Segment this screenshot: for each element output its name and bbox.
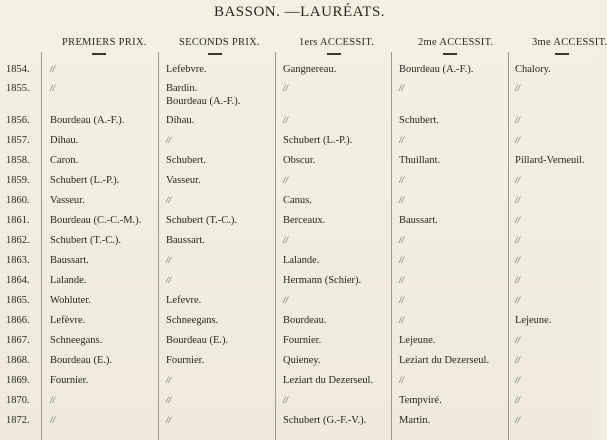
premiers-prix-cell: //	[50, 64, 56, 74]
premiers-prix-cell: Schubert (L.-P.).	[50, 175, 120, 186]
third-accessit-cell: //	[515, 355, 521, 365]
first-accessit-cell: //	[283, 395, 289, 405]
seconds-prix-cell: //	[166, 395, 172, 405]
third-accessit-cell: Chalory.	[515, 64, 551, 75]
seconds-prix-cell: Schubert.	[166, 155, 206, 166]
premiers-prix-cell: Bourdeau (C.-C.-M.).	[50, 215, 142, 226]
third-accessit-cell: //	[515, 235, 521, 245]
table-row	[0, 82, 599, 112]
first-accessit-cell: Obscur.	[283, 155, 316, 166]
year-cell: 1854.	[6, 64, 30, 75]
table-row	[0, 374, 599, 392]
second-accessit-cell: //	[399, 235, 405, 245]
header-rule	[208, 53, 222, 55]
second-accessit-cell: //	[399, 295, 405, 305]
second-accessit-cell: Leziart du Dezerseul.	[399, 355, 490, 366]
year-cell: 1872.	[6, 415, 30, 426]
first-accessit-cell: //	[283, 235, 289, 245]
second-accessit-cell: Thuillant.	[399, 155, 441, 166]
year-cell: 1859.	[6, 175, 30, 186]
second-accessit-cell: Bourdeau (A.-F.).	[399, 64, 474, 75]
table-row	[0, 63, 599, 81]
year-cell: 1867.	[6, 335, 30, 346]
seconds-prix-cell: //	[166, 135, 172, 145]
year-cell: 1869.	[6, 375, 30, 386]
seconds-prix-cell: Schneegans.	[166, 315, 219, 326]
first-accessit-cell: //	[283, 295, 289, 305]
table-row	[0, 354, 599, 372]
seconds-prix-cell: Schubert (T.-C.).	[166, 215, 237, 226]
third-accessit-cell: //	[515, 115, 521, 125]
year-cell: 1870.	[6, 395, 30, 406]
first-accessit-cell: Hermann (Schier).	[283, 275, 362, 286]
seconds-prix-cell: //	[166, 275, 172, 285]
first-accessit-cell: Bourdeau.	[283, 315, 327, 326]
second-accessit-cell: //	[399, 135, 405, 145]
first-accessit-cell: Lalande.	[283, 255, 320, 266]
first-accessit-cell: Schubert (G.-F.-V.).	[283, 415, 367, 426]
seconds-prix-cell: Baussart.	[166, 235, 205, 246]
first-accessit-cell: //	[283, 115, 289, 125]
premiers-prix-cell: Dihau.	[50, 135, 79, 146]
second-accessit-cell: //	[399, 255, 405, 265]
premiers-prix-cell: Wohluter.	[50, 295, 91, 306]
year-cell: 1862.	[6, 235, 30, 246]
second-accessit-cell: //	[399, 175, 405, 185]
header-first-accessit: 1ers ACCESSIT.	[299, 37, 375, 48]
premiers-prix-cell: Schubert (T.-C.).	[50, 235, 121, 246]
second-accessit-cell: Tempviré.	[399, 395, 442, 406]
first-accessit-cell: Berceaux.	[283, 215, 326, 226]
table-row	[0, 274, 599, 292]
header-rule	[443, 53, 457, 55]
header-rule	[327, 53, 341, 55]
year-cell: 1863.	[6, 255, 30, 266]
table-row	[0, 414, 599, 432]
second-accessit-cell: //	[399, 315, 405, 325]
seconds-prix-cell: Lefevre.	[166, 295, 202, 306]
first-accessit-cell: Canus.	[283, 195, 312, 206]
header-premiers-prix: PREMIERS PRIX.	[62, 37, 147, 48]
year-cell: 1858.	[6, 155, 30, 166]
seconds-prix-cell: Lefebvre.	[166, 64, 207, 75]
premiers-prix-cell: Caron.	[50, 155, 79, 166]
second-accessit-cell: Baussart.	[399, 215, 438, 226]
third-accessit-cell: //	[515, 215, 521, 225]
second-accessit-cell: Lejeune.	[399, 335, 436, 346]
table-row	[0, 394, 599, 412]
seconds-prix-cell: //	[166, 375, 172, 385]
first-accessit-cell: Schubert (L.-P.).	[283, 135, 353, 146]
seconds-prix-cell	[166, 82, 240, 108]
premiers-prix-cell: Baussart.	[50, 255, 89, 266]
premiers-prix-cell: Bourdeau (E.).	[50, 355, 113, 366]
premiers-prix-cell: Lalande.	[50, 275, 87, 286]
year-cell: 1857.	[6, 135, 30, 146]
premiers-prix-cell: Schneegans.	[50, 335, 103, 346]
premiers-prix-cell: //	[50, 415, 56, 425]
header-rule	[92, 53, 106, 55]
third-accessit-cell: //	[515, 375, 521, 385]
table-row	[0, 154, 599, 172]
year-cell: 1864.	[6, 275, 30, 286]
third-accessit-cell: //	[515, 415, 521, 425]
seconds-prix-cell: Dihau.	[166, 115, 195, 126]
table-row	[0, 294, 599, 312]
third-accessit-cell: //	[515, 195, 521, 205]
third-accessit-cell: //	[515, 175, 521, 185]
second-accessit-cell: Schubert.	[399, 115, 439, 126]
third-accessit-cell: Lejeune.	[515, 315, 552, 326]
seconds-prix-cell: //	[166, 195, 172, 205]
table-row	[0, 134, 599, 152]
table-row	[0, 194, 599, 212]
table-row	[0, 234, 599, 252]
seconds-prix-cell: Bourdeau (E.).	[166, 335, 229, 346]
header-second-accessit: 2me ACCESSIT.	[418, 37, 494, 48]
third-accessit-cell: //	[515, 335, 521, 345]
page-title: BASSON. —LAURÉATS.	[213, 4, 386, 20]
premiers-prix-cell: //	[50, 395, 56, 405]
header-third-accessit: 3me ACCESSIT.	[532, 37, 607, 48]
premiers-prix-cell: Bourdeau (A.-F.).	[50, 115, 125, 126]
year-cell: 1861.	[6, 215, 30, 226]
premiers-prix-cell: Vasseur.	[50, 195, 85, 206]
first-accessit-cell: Quieney.	[283, 355, 321, 366]
table-row	[0, 314, 599, 332]
table-row	[0, 214, 599, 232]
table-row	[0, 254, 599, 272]
third-accessit-cell: //	[515, 255, 521, 265]
premiers-prix-cell: Lefèvre.	[50, 315, 86, 326]
seconds-prix-line: Bourdeau (A.-F.).	[166, 96, 241, 107]
third-accessit-cell: //	[515, 295, 521, 305]
table-row	[0, 174, 599, 192]
third-accessit-cell: //	[515, 395, 521, 405]
year-cell: 1860.	[6, 195, 30, 206]
seconds-prix-cell: //	[166, 255, 172, 265]
first-accessit-cell: Fournier.	[283, 335, 322, 346]
third-accessit-cell: Pillard-Verneuil.	[515, 155, 585, 166]
second-accessit-cell: //	[399, 375, 405, 385]
year-cell: 1855.	[6, 83, 30, 94]
seconds-prix-cell: Fournier.	[166, 355, 205, 366]
seconds-prix-line: Bardin.	[166, 83, 198, 94]
first-accessit-cell: //	[283, 175, 289, 185]
second-accessit-cell: //	[399, 195, 405, 205]
first-accessit-cell: Leziart du Dezerseul.	[283, 375, 374, 386]
premiers-prix-cell: Fournier.	[50, 375, 89, 386]
year-cell: 1856.	[6, 115, 30, 126]
premiers-prix-cell: //	[50, 83, 56, 93]
third-accessit-cell: //	[515, 275, 521, 285]
second-accessit-cell: //	[399, 83, 405, 93]
year-cell: 1866.	[6, 315, 30, 326]
first-accessit-cell: Gangnereau.	[283, 64, 337, 75]
seconds-prix-cell: Vasseur.	[166, 175, 201, 186]
header-seconds-prix: SECONDS PRIX.	[179, 37, 260, 48]
year-cell: 1868.	[6, 355, 30, 366]
year-cell: 1865.	[6, 295, 30, 306]
first-accessit-cell: //	[283, 83, 289, 93]
second-accessit-cell: //	[399, 275, 405, 285]
third-accessit-cell: //	[515, 83, 521, 93]
header-rule	[555, 53, 569, 55]
seconds-prix-cell: //	[166, 415, 172, 425]
second-accessit-cell: Martin.	[399, 415, 431, 426]
table-row	[0, 114, 599, 132]
third-accessit-cell: //	[515, 135, 521, 145]
table-row	[0, 334, 599, 352]
